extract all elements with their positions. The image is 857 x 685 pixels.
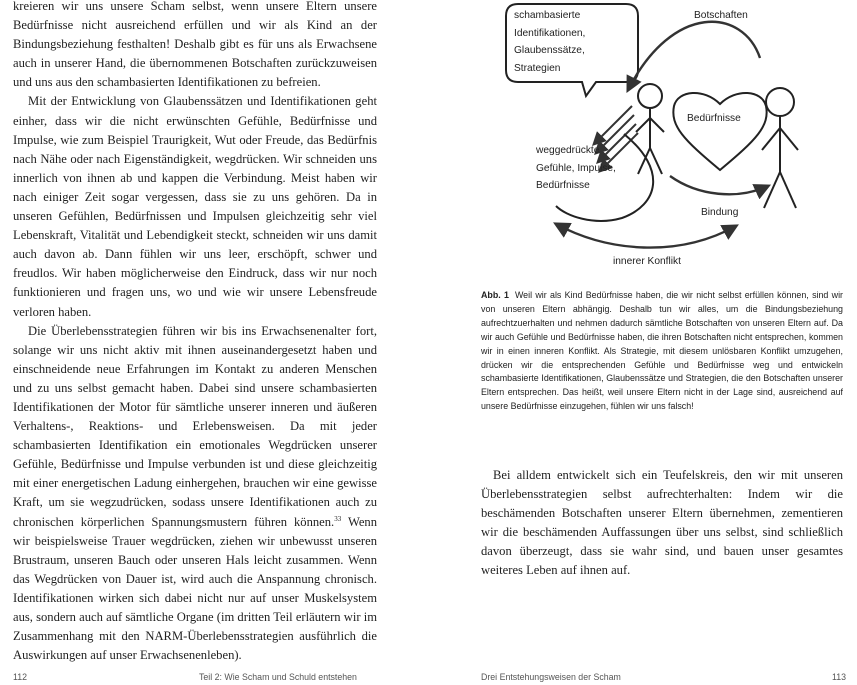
running-head: Teil 2: Wie Scham und Schuld entstehen xyxy=(199,672,357,682)
pushed-label: weggedrückte Gefühle, Impulse, Bedürfnisse xyxy=(536,145,616,191)
heart-label: Bedürfnisse xyxy=(687,113,741,124)
child-figure xyxy=(636,84,664,174)
paragraph: Bei alldem entwickelt sich ein Teufelskreis, den wir mit unseren Überlebensstrategien selbst aufrechterhalten: Indem wir die beschämenden Botschaften unserer Eltern übernehmen, zementieren wir die beschämenden Auffassungen über uns selbst, sind schließlich davon überzeugt, dass sie wahr sind, und bauen unser gesamtes weiteres Leben auf ihnen auf. xyxy=(481,468,843,578)
page-number: 113 xyxy=(832,672,847,682)
bubble-label: schambasierte Identifikationen, Glaubenssätze, Strategien xyxy=(514,10,586,74)
messages-arrow xyxy=(628,22,760,90)
heart-icon xyxy=(673,93,766,170)
right-body-text xyxy=(481,466,843,581)
paragraph: kreieren wir uns unsere Scham selbst, wenn unsere Eltern unsere Bedürfnisse nicht ausreichend erfüllen und wir als Kind an der Bindungsbeziehung festhalten! Deshalb gibt es für uns als Erwachsene auch in unserer Hand, die übernommenen Botschaften zurückzuweisen und uns aus den schambasierten Identifikationen zu befreien. xyxy=(13,0,377,90)
figure-caption xyxy=(481,289,843,414)
bond-label: Bindung xyxy=(701,207,739,218)
page-number: 112 xyxy=(13,672,28,682)
paragraph xyxy=(13,322,377,666)
right-page xyxy=(428,0,857,685)
paragraph-text: Die Überlebensstrategien führen wir bis ins Erwachsenenalter fort, solange wir uns nicht aktiv mit ihnen auseinandergesetzt haben und einschneidende neue Erfahrungen im Kontakt zu anderen Menschen und zu uns selbst gemacht haben. Dabei sind unsere schambasierten Identifikationen der Motor für sämtliche unserer inneren und äußeren Verhaltens-, Reaktions- und Erlebensweisen. Da mit jeder schambasierten Identifikation ein emotionales Wegdrücken unserer Gefühle, Bedürfnisse und Impulse verbunden ist und diese gleichzeitig mit einer energetischen Ladung einhergehen, brauchen wir eine gewisse Kraft, um sie wegzudrücken, sodass unsere Identifikationen auch zu chronischen körperlichen Spannungsmustern führen können. xyxy=(13,323,377,529)
caption-number: Abb. 1 xyxy=(481,290,509,300)
running-head: Drei Entstehungsweisen der Scham xyxy=(481,672,621,682)
paragraph-text: Wenn wir beispielsweise Trauer wegdrücken, ziehen wir unbewusst unseren Brustraum, unseren Bauch oder unseren Hals leicht zusammen. Wenn das Wegdrücken von Dauer ist, wird auch die Anspannung chronisch. Identifikationen wirken sich dabei nicht nur auf unser Muskelsystem aus, sondern auch auf sämtliche Organe (im dritten Teil erläutern wir im Zusammenhang mit den NARM-Überlebensstrategien ausführlich die Auswirkungen auf unser Erwachsenenleben). xyxy=(13,514,377,663)
parent-figure xyxy=(762,88,798,208)
left-body-text xyxy=(13,0,377,665)
left-page xyxy=(0,0,428,685)
messages-label: Botschaften xyxy=(694,10,748,21)
conflict-arrow xyxy=(556,224,736,248)
bond-arrow xyxy=(670,176,768,194)
figure-diagram xyxy=(498,0,808,270)
paragraph: Mit der Entwicklung von Glaubenssätzen und Identifikationen geht einher, dass wir die nicht erwünschten Gefühle, Bedürfnisse und Impulse, wie zum Beispiel Traurigkeit, Wut oder Freude, das Bedürfnis nach Nähe oder nach Eigenständigkeit, wegdrücken. Wir schneiden uns innerlich von ihnen ab und kappen die Verbindung. Meist haben wir nach einiger Zeit sogar vergessen, dass sie zu uns gehören. Da in unseren Gefühlen, Bedürfnissen und Impulsen gleichzeitig sehr viel Lebenskraft, Vitalität und Lebendigkeit steckt, schneiden wir uns damit auch davon ab. Dann fühlen wir uns leer, erschöpft, schwer und freudlos. Wir haben möglicherweise den Eindruck, dass wir nur noch funktionieren und fragen uns, wo und wie wir unsere Lebensfreude verloren haben. xyxy=(13,94,377,319)
footnote-reference[interactable]: 33 xyxy=(334,514,342,523)
caption-text: Weil wir als Kind Bedürfnisse haben, die wir nicht selbst erfüllen können, sind wir von unseren Eltern abhängig. Deshalb tun wir alles, um die Bindungsbeziehung aufrechtzuerhalten und nehmen dadurch sämtliche Botschaften von unseren Eltern auf. Da wir auch Gefühle und Bedürfnisse haben, die ihren Botschaften nicht entsprechen, kommen wir in einen inneren Konflikt. Als Strategie, mit diesem unlösbaren Konflikt umzugehen, drücken wir die entsprechenden Gefühle und Bedürfnisse weg und entwickeln schambasierte Identifikationen, Glaubenssätze und Strategien, die den Botschaften unserer Eltern entsprechen. Das heißt, weil unsere Eltern nicht in der Lage sind, ausreichend auf unsere Bedürfnisse einzugehen, fühlen wir uns falsch! xyxy=(481,290,843,412)
conflict-label: innerer Konflikt xyxy=(613,256,681,267)
